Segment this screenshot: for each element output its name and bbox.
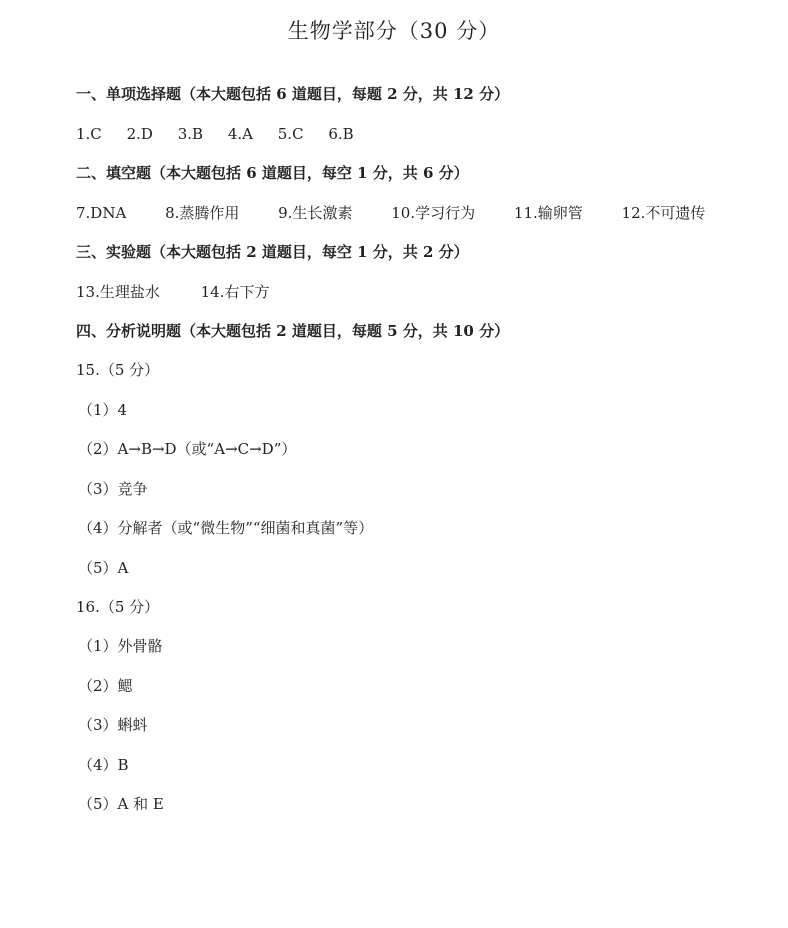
answer-8: 8.蒸腾作用 (165, 204, 240, 222)
answer-9: 9.生长激素 (278, 204, 353, 222)
answer-3: 3.B (177, 125, 204, 143)
section-heading-analysis: 四、分析说明题（本大题包括 2 道题目，每题 5 分，共 10 分） (76, 322, 510, 340)
answer-6: 6.B (328, 125, 354, 143)
answer-1: 1.C (76, 125, 102, 143)
answer-row-experiment (76, 282, 270, 302)
answer-11: 11.输卵管 (513, 204, 583, 222)
answer-7: 7.DNA (76, 204, 127, 222)
q16-item-2: （2）鳃 (78, 677, 133, 695)
section-heading-fill: 二、填空题（本大题包括 6 道题目，每空 1 分，共 6 分） (76, 164, 469, 182)
answer-14: 14.右下方 (200, 283, 270, 301)
answer-4: 4.A (227, 125, 253, 143)
page-title: 生物学部分（30 分） (287, 19, 501, 43)
question-15-label: 15.（5 分） (76, 361, 160, 379)
q15-item-4: （4）分解者（或“微生物”“细菌和真菌”等） (78, 519, 374, 537)
question-16-label: 16.（5 分） (76, 598, 160, 616)
answer-10: 10.学习行为 (391, 204, 476, 222)
q16-item-5: （5）A 和 E (78, 795, 164, 813)
q16-item-4: （4）B (78, 756, 129, 774)
q15-item-5: （5）A (78, 559, 129, 577)
answer-2: 2.D (126, 125, 153, 143)
q16-item-3: （3）蝌蚪 (78, 716, 148, 734)
q15-item-3: （3）竞争 (78, 480, 148, 498)
answer-row-choice (76, 124, 354, 144)
section-heading-experiment: 三、实验题（本大题包括 2 道题目，每空 1 分，共 2 分） (76, 243, 469, 261)
q16-item-1: （1）外骨骼 (78, 637, 163, 655)
answer-13: 13.生理盐水 (76, 283, 160, 301)
q15-item-1: （1）4 (78, 401, 128, 419)
q15-item-2: （2）A→B→D（或“A→C→D”） (78, 440, 297, 458)
answer-row-fill (76, 203, 705, 223)
section-heading-choice: 一、单项选择题（本大题包括 6 道题目，每题 2 分，共 12 分） (76, 85, 510, 103)
answer-5: 5.C (277, 125, 304, 143)
answer-12: 12.不可遗传 (621, 204, 706, 222)
